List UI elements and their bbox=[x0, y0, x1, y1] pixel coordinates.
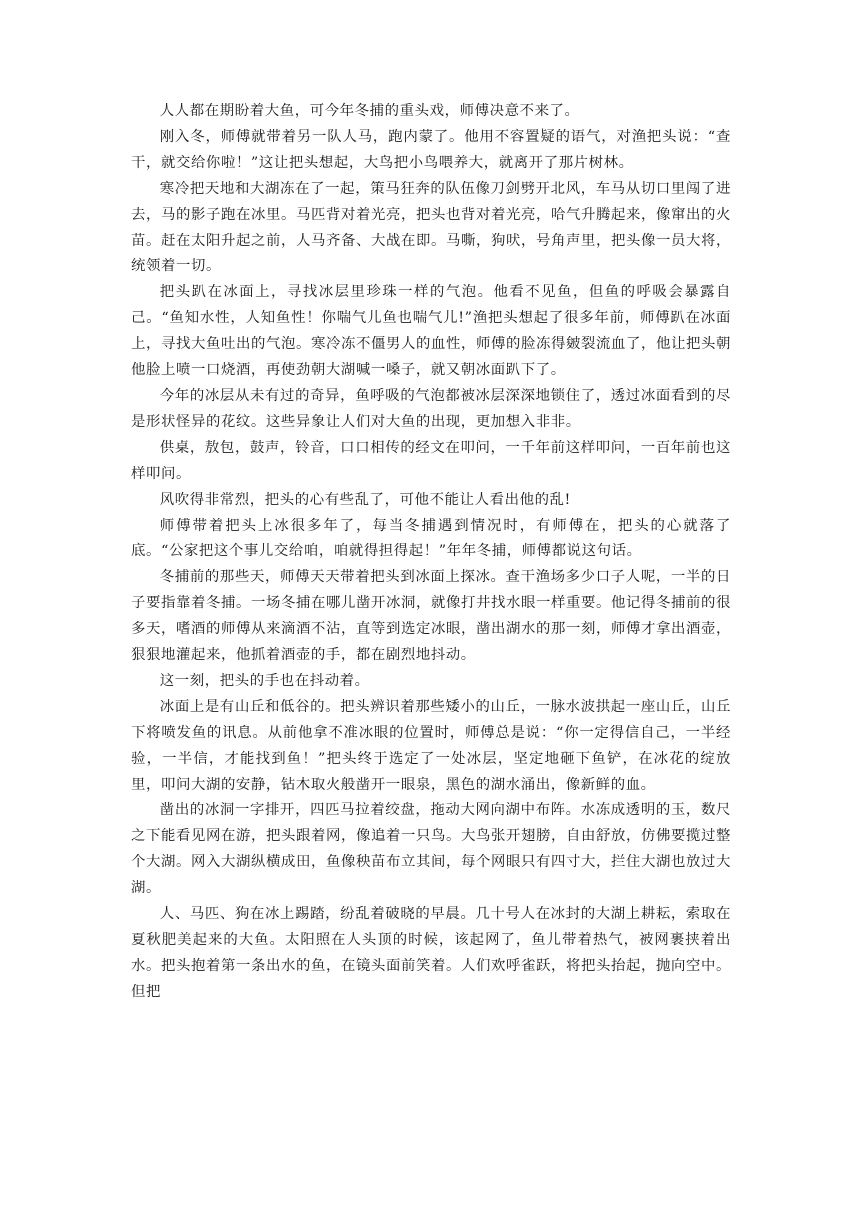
paragraph-7: 风吹得非常烈，把头的心有些乱了，可他不能让人看出他的乱! bbox=[159, 491, 571, 508]
paragraph-10: 这一刻，把头的手也在抖动着。 bbox=[159, 672, 370, 689]
paragraph-2: 刚入冬，师傅就带着另一队人马，跑内蒙了。他用不容置疑的语气，对渔把头说：“查干，就交给你啦！”这让把头想起，大鸟把小鸟喂养大，就离开了那片树林。 bbox=[131, 128, 731, 171]
paragraph-8: 师傅带着把头上冰很多年了，每当冬捕遇到情况时，有师傅在，把头的心就落了底。“公家把这个事儿交给咱，咱就得担得起！”年年冬捕，师傅都说这句话。 bbox=[131, 517, 731, 560]
paragraph-9: 冬捕前的那些天，师傅天天带着把头到冰面上探冰。查干渔场多少口子人呢，一半的日子要指靠着冬捕。一场冬捕在哪儿凿开冰洞，就像打井找水眼一样重要。他记得冬捕前的很多天，嗜酒的师傅从来滴酒不沾，直等到选定冰眼，凿出湖水的那一刻，师傅才拿出酒壶，狠狠地灌起来，他抓着酒壶的手，都在剧烈地抖动。 bbox=[131, 569, 731, 664]
paragraph-4: 把头趴在冰面上，寻找冰层里珍珠一样的气泡。他看不见鱼，但鱼的呼吸会暴露自己。“鱼知水性，人知鱼性！你喘气儿鱼也喘气儿!”渔把头想起了很多年前，师傅趴在冰面上，寻找大鱼吐出的气泡。寒冷冻不僵男人的血性，师傅的脸冻得皴裂流血了，他让把头朝他脸上喷一口烧酒，再使劲朝大湖喊一嗓子，就又朝冰面趴下了。 bbox=[131, 284, 731, 379]
paragraph-13: 人、马匹、狗在冰上踢踏，纷乱着破晓的早晨。几十号人在冰封的大湖上耕耘，索取在夏秋肥美起来的大鱼。太阳照在人头顶的时候，该起网了，鱼儿带着热气，被网裹挟着出水。把头抱着第一条出水的鱼，在镜头面前笑着。人们欢呼雀跃，将把头抬起，抛向空中。但把 bbox=[131, 906, 731, 1000]
article-body bbox=[131, 99, 731, 1006]
paragraph-5: 今年的冰层从未有过的奇异，鱼呼吸的气泡都被冰层深深地锁住了，透过冰面看到的尽是形状怪异的花纹。这些异象让人们对大鱼的出现，更加想入非非。 bbox=[131, 387, 731, 430]
paragraph-11: 冰面上是有山丘和低谷的。把头辨识着那些矮小的山丘，一脉水波拱起一座山丘，山丘下将喷发鱼的讯息。从前他拿不准冰眼的位置时，师傅总是说：“你一定得信自己，一半经验，一半信，才能找到鱼！”把头终于选定了一处冰层，坚定地砸下鱼铲，在冰花的绽放里，叩问大湖的安静，钻木取火般凿开一眼泉，黑色的湖水涌出，像新鲜的血。 bbox=[131, 698, 731, 793]
paragraph-3: 寒冷把天地和大湖冻在了一起，策马狂奔的队伍像刀剑劈开北风，车马从切口里闯了进去，马的影子跑在冰里。马匹背对着光亮，把头也背对着光亮，哈气升腾起来，像窜出的火苗。赶在太阳升起之前，人马齐备、大战在即。马嘶，狗吠，号角声里，把头像一员大将，统领着一切。 bbox=[131, 180, 731, 275]
paragraph-12: 凿出的冰洞一字排开，四匹马拉着绞盘，拖动大网向湖中布阵。水冻成透明的玉，数尺之下能看见网在游，把头跟着网，像追着一只鸟。大鸟张开翅膀，自由舒放，仿佛要揽过整个大湖。网入大湖纵横成田，鱼像秧苗布立其间，每个网眼只有四寸大，拦住大湖也放过大湖。 bbox=[131, 802, 731, 897]
paragraph-6: 供桌，敖包，鼓声，铃音，口口相传的经文在叩问，一千年前这样叩问，一百年前也这样叩问。 bbox=[131, 439, 731, 482]
paragraph-1: 人人都在期盼着大鱼，可今年冬捕的重头戏，师傅决意不来了。 bbox=[159, 103, 580, 119]
